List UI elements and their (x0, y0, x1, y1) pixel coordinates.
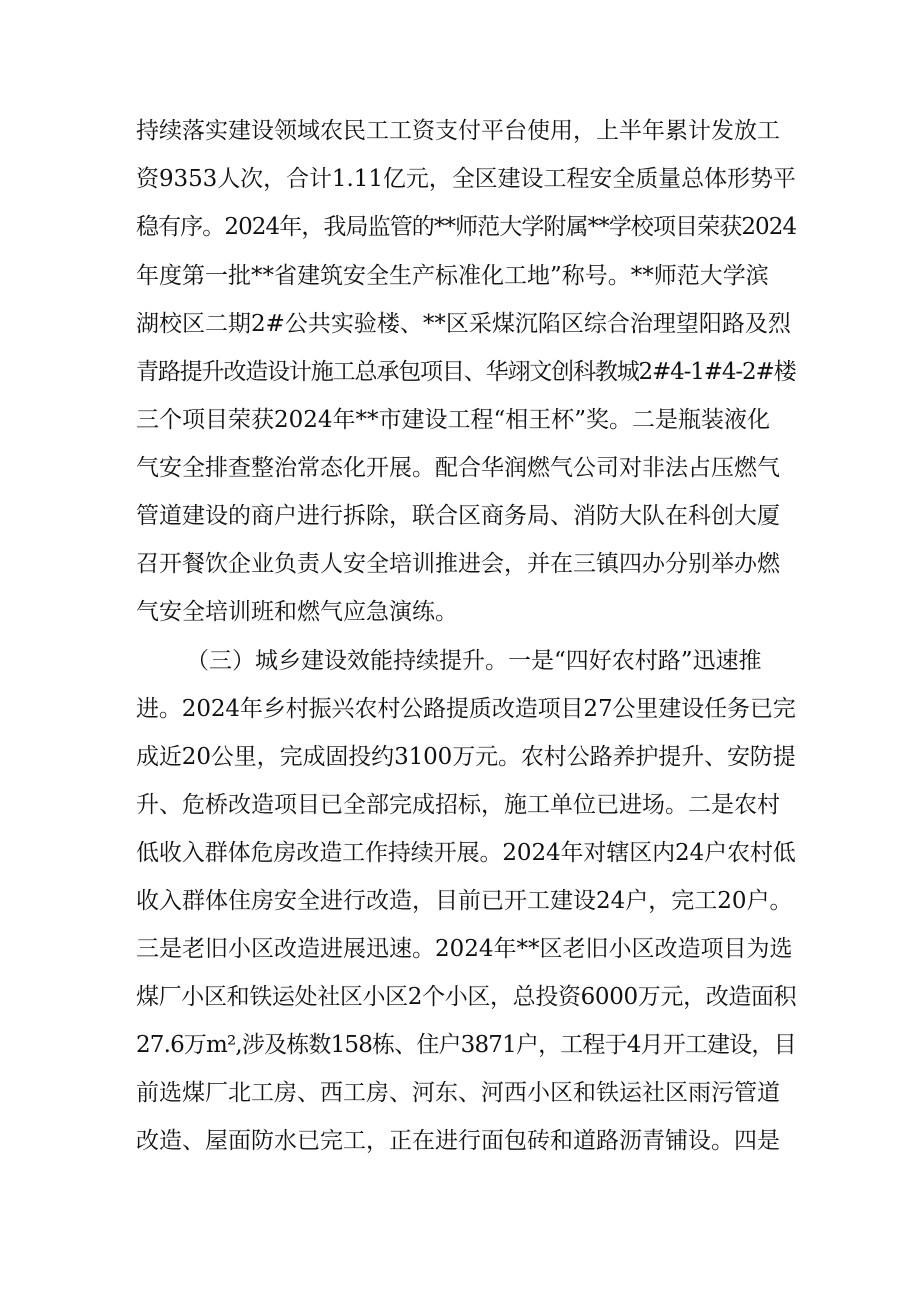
paragraph-1-line-10: 召开餐饮企业负责人安全培训推进会，并在三镇四办分别举办燃 (136, 551, 780, 577)
paragraph-1-line-9: 管道建设的商户进行拆除，联合区商务局、消防大队在科创大厦 (136, 503, 780, 529)
paragraph-2-line-10: 前选煤厂北工房、西工房、河东、河西小区和铁运社区雨污管道 (136, 1080, 780, 1106)
paragraph-1-line-8: 气安全排查整治常态化开展。配合华润燃气公司对非法占压燃气 (136, 455, 780, 481)
paragraph-2-line-2: 进。2024年乡村振兴农村公路提质改造项目27公里建设任务已完 (136, 696, 796, 722)
paragraph-1-line-4: 年度第一批**省建筑安全生产标准化工地”称号。**师范大学滨 (136, 263, 769, 289)
paragraph-1-line-3: 稳有序。2024年，我局监管的**师范大学附属**学校项目荣获2024 (136, 214, 797, 240)
paragraph-2-line-7: 三是老旧小区改造进展迅速。2024年**区老旧小区改造项目为选 (136, 936, 793, 962)
paragraph-1-line-2: 资9353人次，合计1.11亿元，全区建设工程安全质量总体形势平 (136, 166, 796, 192)
paragraph-2-line-3: 成近20公里，完成固投约3100万元。农村公路养护提升、安防提 (136, 744, 796, 770)
paragraph-2-line-11: 改造、屋面防水已完工，正在进行面包砖和道路沥青铺设。四是 (136, 1128, 780, 1154)
paragraph-1-line-6: 青路提升改造设计施工总承包项目、华翊文创科教城2#4-1#4-2#楼 (136, 359, 796, 385)
paragraph-2-line-8: 煤厂小区和铁运处社区小区2个小区，总投资6000万元，改造面积 (136, 984, 797, 1010)
paragraph-1-line-5: 湖校区二期2#公共实验楼、**区采煤沉陷区综合治理望阳路及烈 (136, 311, 791, 337)
paragraph-1-line-7: 三个项目荣获2024年**市建设工程“相王杯”奖。二是瓶装液化 (136, 407, 771, 433)
paragraph-1-line-1: 持续落实建设领域农民工工资支付平台使用，上半年累计发放工 (136, 118, 780, 144)
paragraph-2-line-9: 27.6万m²,涉及栋数158栋、住户3871户，工程于4月开工建设，目 (136, 1032, 796, 1058)
paragraph-2-line-5: 低收入群体危房改造工作持续开展。2024年对辖区内24户农村低 (136, 840, 796, 866)
paragraph-2-line-1: （三）城乡建设效能持续提升。一是“四好农村路”迅速推 (186, 648, 762, 674)
paragraph-2-line-6: 收入群体住房安全进行改造，目前已开工建设24户，完工20户。 (136, 888, 793, 914)
paragraph-1-line-11: 气安全培训班和燃气应急演练。 (136, 599, 458, 625)
paragraph-2-line-4: 升、危桥改造项目已全部完成招标，施工单位已进场。二是农村 (136, 792, 780, 818)
